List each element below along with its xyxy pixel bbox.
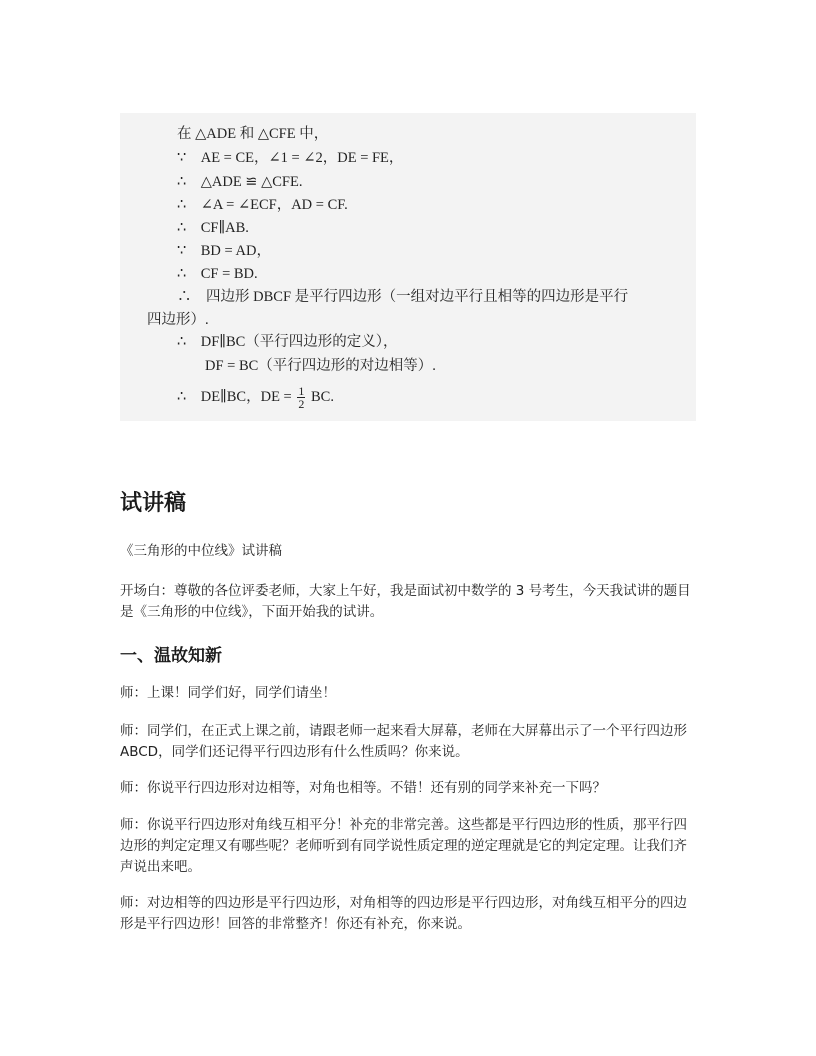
proof-line-last [177, 385, 334, 410]
proof-line: ∵ AE = CE，∠1 = ∠2，DE = FE， [177, 150, 404, 166]
proof-line: ∴ 四边形 DBCF 是平行四边形（一组对边平行且相等的四边形是平行 [177, 289, 629, 305]
proof-line: ∴ CF = BD. [177, 266, 258, 282]
proof-line: ∴ DF∥BC（平行四边形的定义）， [177, 334, 398, 350]
proof-line: ∵ BD = AD， [177, 243, 271, 259]
proof-line: ∴ △ADE ≌ △CFE. [177, 174, 303, 190]
proof-line: DF = BC（平行四边形的对边相等）. [205, 358, 436, 374]
fraction-numerator: 1 [298, 384, 305, 399]
proof-line: ∴ CF∥AB. [177, 220, 249, 236]
proof-last-suffix: BC. [310, 389, 334, 405]
paragraph: 师：上课！同学们好，同学们请坐！ [120, 685, 336, 701]
intro-paragraph: 开场白：尊敬的各位评委老师，大家上午好，我是面试初中数学的 3 号考生，今天我试讲的题目是《三角形的中位线》，下面开始我的试讲。 [120, 583, 691, 620]
proof-line: 四边形）. [147, 312, 209, 328]
proof-last-prefix: ∴ DE∥BC，DE = [177, 389, 292, 405]
paragraph: 师：对边相等的四边形是平行四边形，对角相等的四边形是平行四边形，对角线互相平分的四边形是平行四边形！回答的非常整齐！你还有补充，你来说。 [120, 895, 687, 932]
proof-line: ∴ ∠A = ∠ECF，AD = CF. [177, 197, 348, 213]
fraction [297, 385, 305, 410]
proof-line: 在 △ADE 和 △CFE 中， [177, 126, 329, 142]
section-heading: 一、温故知新 [120, 646, 222, 666]
paragraph: 师：你说平行四边形对边相等，对角也相等。不错！还有别的同学来补充一下吗？ [120, 780, 606, 796]
fraction-denominator: 2 [298, 397, 305, 412]
paragraph: 师：同学们，在正式上课之前，请跟老师一起来看大屏幕，老师在大屏幕出示了一个平行四边形 ABCD，同学们还记得平行四边形有什么性质吗？你来说。 [120, 723, 687, 760]
proof-figure [120, 113, 696, 421]
paragraph: 师：你说平行四边形对角线互相平分！补充的非常完善。这些都是平行四边形的性质，那平行四边形的判定定理又有哪些呢？老师听到有同学说性质定理的逆定理就是它的判定定理。让我们齐声说出来吧。 [120, 817, 687, 875]
subtitle: 《三角形的中位线》试讲稿 [120, 543, 282, 559]
page-heading: 试讲稿 [120, 491, 187, 516]
